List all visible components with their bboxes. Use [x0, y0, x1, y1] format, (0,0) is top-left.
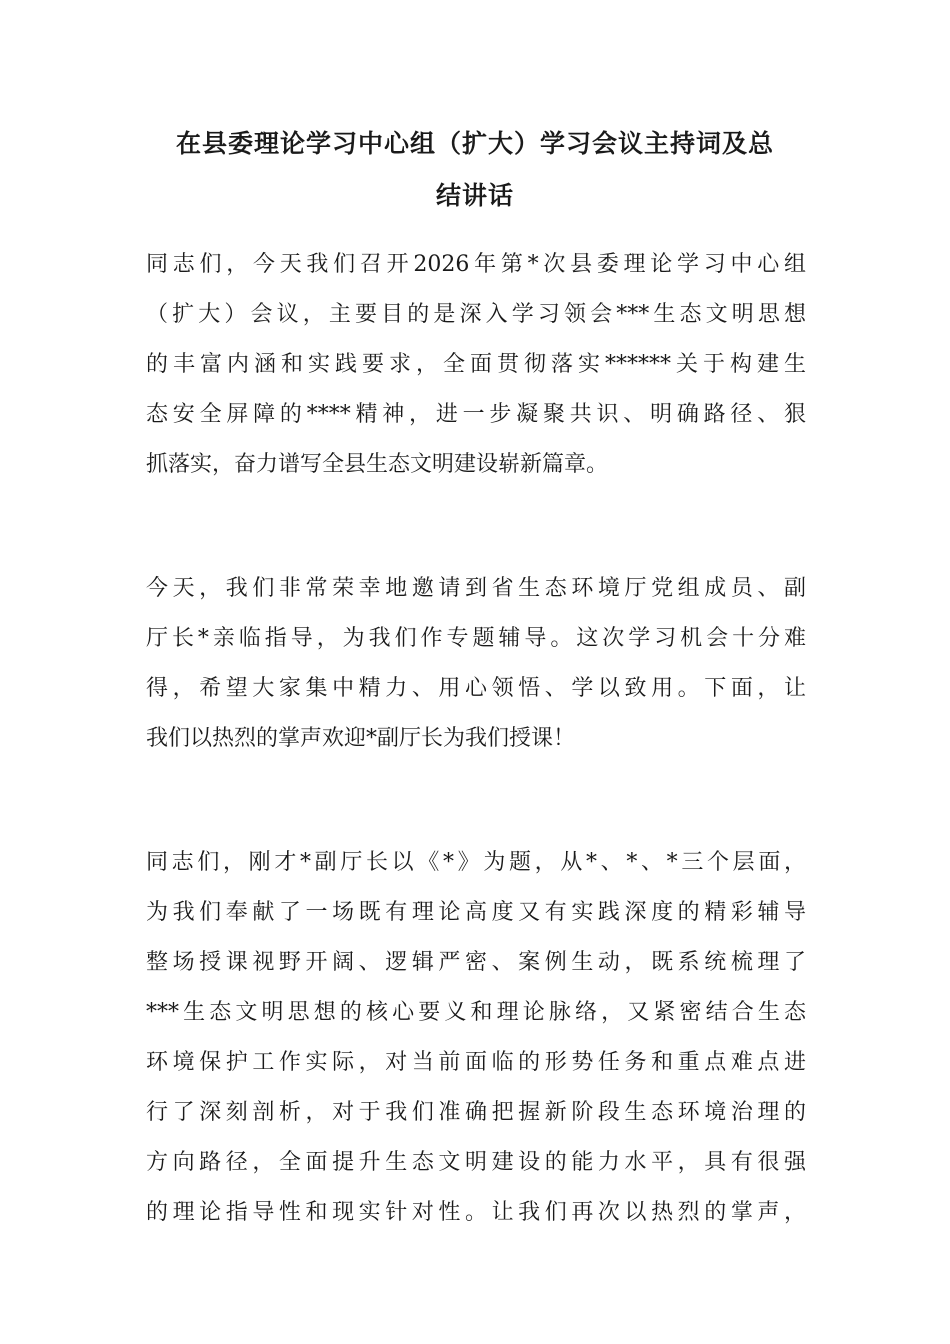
paragraph-line: 厅长*亲临指导，为我们作专题辅导。这次学习机会十分难	[146, 626, 806, 651]
paragraph-introduction	[146, 574, 806, 774]
paragraph-line: 方向路径，全面提升生态文明建设的能力水平，具有很强	[146, 1150, 806, 1175]
paragraph-line: 行了深刻剖析，对于我们准确把握新阶段生态环境治理的	[146, 1100, 806, 1125]
paragraph-line: 环境保护工作实际，对当前面临的形势任务和重点难点进	[146, 1050, 806, 1075]
paragraph-line: 我们以热烈的掌声欢迎*副厅长为我们授课！	[146, 726, 576, 751]
paragraph-line: 得，希望大家集中精力、用心领悟、学以致用。下面，让	[146, 676, 806, 701]
paragraph-line: 抓落实，奋力谱写全县生态文明建设崭新篇章。	[146, 452, 609, 477]
paragraph-line: 的理论指导性和现实针对性。让我们再次以热烈的掌声，	[146, 1200, 806, 1225]
paragraph-line: （扩大）会议，主要目的是深入学习领会***生态文明思想	[146, 302, 806, 327]
paragraph-opening	[146, 250, 806, 500]
document-title-line-2: 结讲话	[435, 181, 514, 210]
paragraph-line: 今天，我们非常荣幸地邀请到省生态环境厅党组成员、副	[146, 576, 806, 601]
paragraph-line: 整场授课视野开阔、逻辑严密、案例生动，既系统梳理了	[146, 950, 806, 975]
paragraph-line: ***生态文明思想的核心要义和理论脉络，又紧密结合生态	[146, 1000, 806, 1025]
paragraph-summary	[146, 848, 806, 1248]
paragraph-line: 同志们，刚才*副厅长以《*》为题，从*、*、*三个层面，	[146, 850, 806, 875]
paragraph-line: 态安全屏障的****精神，进一步凝聚共识、明确路径、狠	[146, 402, 806, 427]
paragraph-line: 为我们奉献了一场既有理论高度又有实践深度的精彩辅导	[146, 900, 806, 925]
paragraph-line: 的丰富内涵和实践要求，全面贯彻落实******关于构建生	[146, 352, 806, 377]
paragraph-line: 同志们，今天我们召开2026年第*次县委理论学习中心组	[146, 252, 806, 277]
document-title-line-1: 在县委理论学习中心组（扩大）学习会议主持词及总	[175, 129, 774, 158]
